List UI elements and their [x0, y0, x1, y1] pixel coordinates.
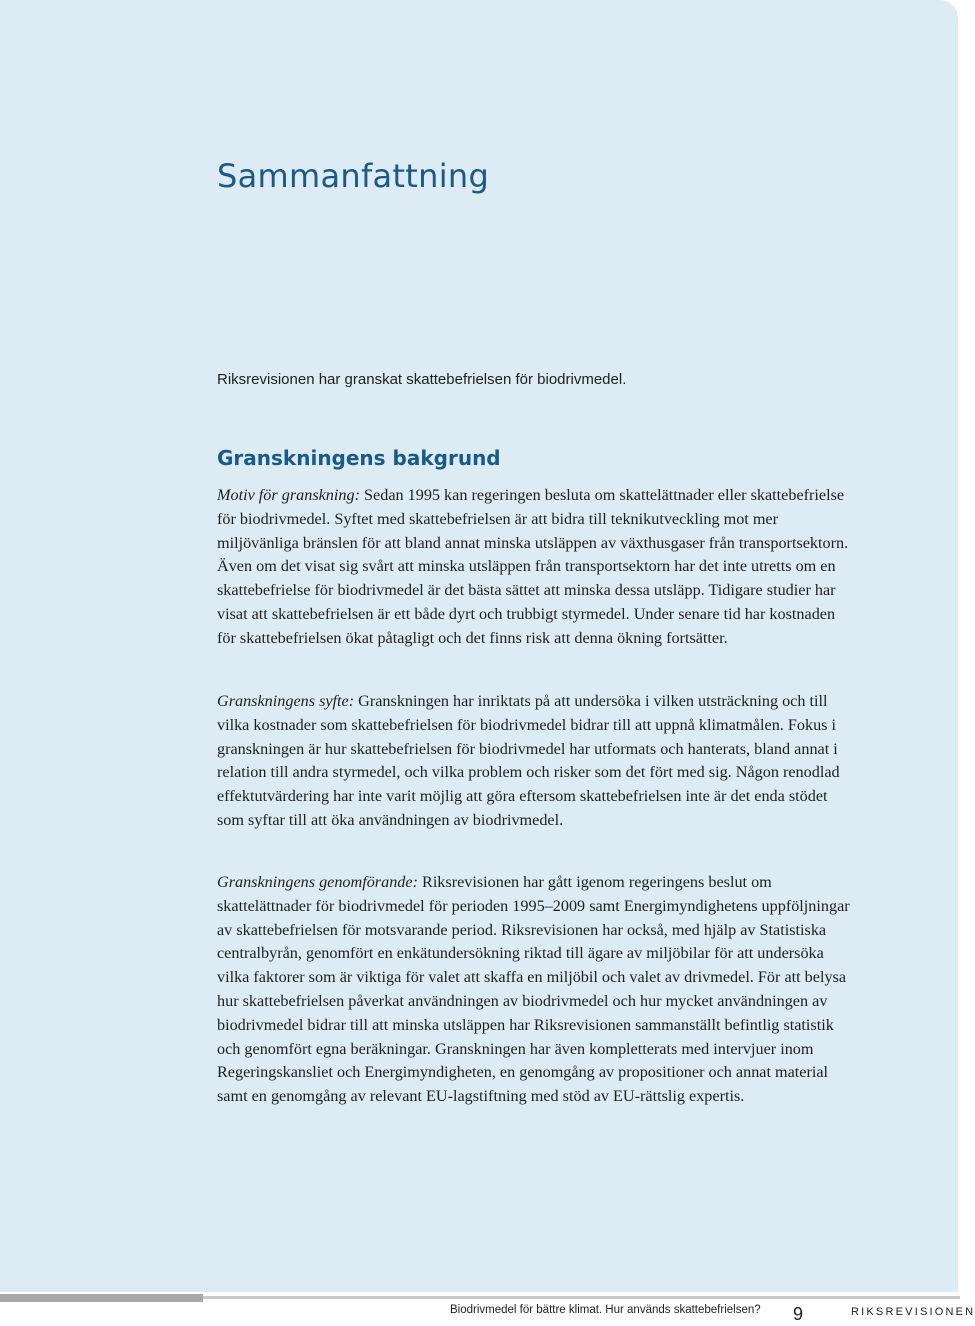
- footer-report-title: Biodrivmedel för bättre klimat. Hur används skattebefrielsen?: [450, 1304, 761, 1316]
- paragraph-motiv: [217, 484, 857, 651]
- paragraph-label: Motiv för granskning:: [217, 486, 360, 504]
- page-title: Sammanfattning: [217, 157, 490, 195]
- paragraph-text: Granskningen har inriktats på att undersöka i vilken utsträckning och till vilka kostnader som skattebefrielsen för biodrivmedel bidrar till att uppnå klimatmålen. Fokus i granskningen är hur skattebefrielsen för biodrivmedel har utformats och hanterats, bland annat i relation till andra styrmedel, och vilka problem och risker som det fört med sig. Någon renodlad effektutvärdering har inte varit möjlig att göra eftersom skattebefrielsen inte är det enda stödet som syftar till att öka användningen av biodrivmedel.: [217, 692, 840, 829]
- paragraph-text: Riksrevisionen har gått igenom regeringens beslut om skattelättnader för biodrivmedel för perioden 1995–2009 samt Energimyndighetens uppföljningar av skattebefrielsen för motsvarande period. Riksrevisionen har också, med hjälp av Statistiska centralbyrån, genomfört en enkätundersökning riktad till ägare av miljöbilar för att undersöka vilka faktorer som är viktiga för valet att skaffa en miljöbil och valet av drivmedel. För att belysa hur skattebefrielsen påverkat användningen av biodrivmedel och hur mycket användningen av biodrivmedel bidrar till att minska utsläppen har Riksrevisionen sammanställt befintlig statistik och genomfört egna beräkningar. Granskningen har även kompletterats med intervjuer inom Regeringskansliet och Energimyndigheten, en genomgång av propositioner och annat material samt en genomgång av relevant EU-lagstiftning med stöd av EU-rättslig expertis.: [217, 873, 850, 1106]
- paragraph-genomforande: [217, 871, 857, 1109]
- footer-bar: [0, 1294, 203, 1302]
- paragraph-text: Sedan 1995 kan regeringen besluta om skattelättnader eller skattebefrielse för biodrivmedel. Syftet med skattebefrielsen är att bidra till teknikutveckling mot mer miljövänliga bränslen för att bland annat minska utsläppen av växthusgaser från transportsektorn. Även om det visat sig svårt att minska utsläppen från transportsektorn har det inte utretts om en skattebefrielse för biodrivmedel är det bästa sättet att minska dessa utsläpp. Tidigare studier har visat att skattebefrielsen är ett både dyrt och trubbigt styrmedel. Under senare tid har kostnaden för skattebefrielsen ökat påtagligt och det finns risk att denna ökning fortsätter.: [217, 486, 849, 647]
- section-heading: Granskningens bakgrund: [217, 446, 501, 470]
- paragraph-syfte: [217, 690, 857, 833]
- footer-rule: [203, 1296, 960, 1299]
- page-number: 9: [793, 1304, 804, 1324]
- paragraph-label: Granskningens genomförande:: [217, 873, 418, 891]
- brand-name: RIKSREVISIONEN: [851, 1306, 975, 1318]
- paragraph-label: Granskningens syfte:: [217, 692, 355, 710]
- intro-text: Riksrevisionen har granskat skattebefrielsen för biodrivmedel.: [217, 371, 627, 388]
